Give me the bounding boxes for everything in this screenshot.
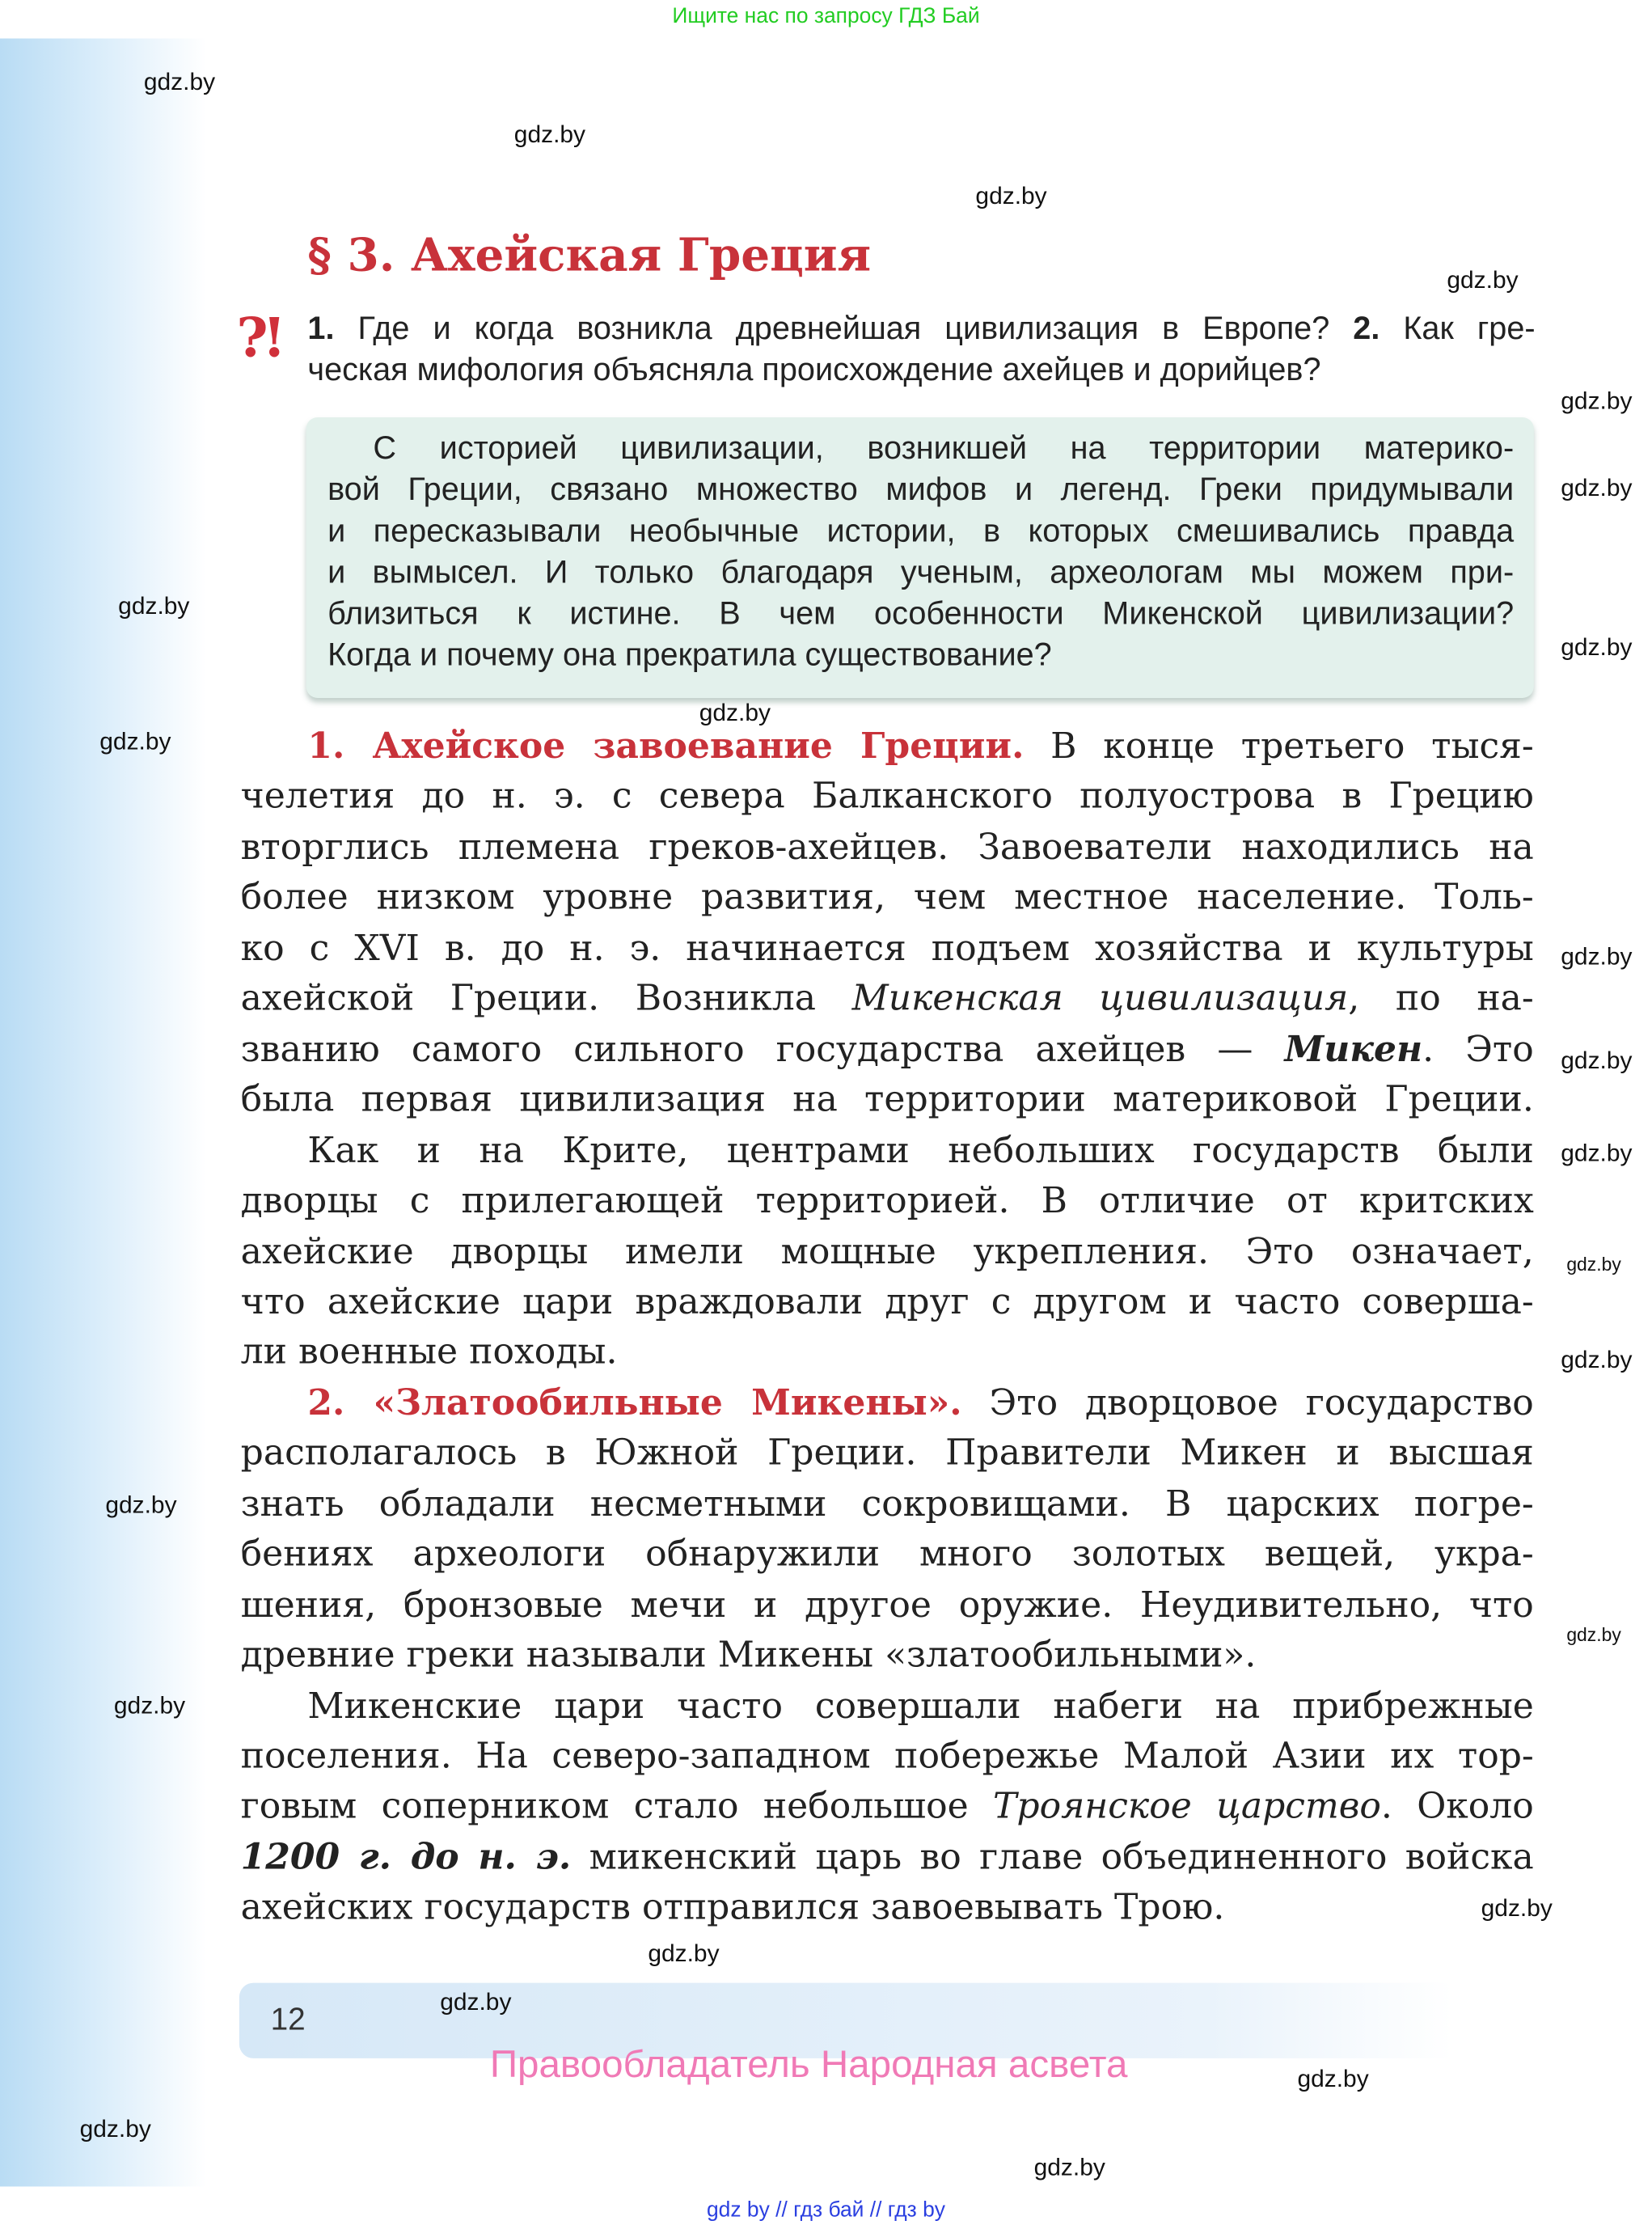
- text-run: Микенские цари часто совершали набеги на прибрежные: [307, 1684, 1534, 1726]
- text-run: Микенская цивилизация: [851, 977, 1349, 1019]
- text-run: Микен: [1284, 1028, 1423, 1070]
- intro-line: вой Греции, связано множество мифов и легенд. Греки придумывали: [327, 471, 1515, 507]
- text-run: Как и на Крите, центрами небольших государств были: [307, 1128, 1534, 1170]
- body-line: [241, 1634, 1534, 1675]
- text-run: Троянское царство: [993, 1785, 1381, 1827]
- watermark: gdz.by: [1481, 1894, 1553, 1922]
- intro-line: и пересказывали необычные истории, в которых смешивались правда: [327, 513, 1515, 549]
- watermark: gdz.by: [1561, 387, 1633, 415]
- watermark: gdz.by: [1297, 2065, 1369, 2093]
- text-run: 2.: [1353, 310, 1380, 346]
- section-heading: 2. «Златообильные Микены».: [307, 1381, 962, 1423]
- body-line: [241, 1836, 1534, 1877]
- watermark: gdz.by: [99, 727, 171, 755]
- text-run: Где и когда возникла древнейшая цивилизация в Европе?: [334, 310, 1354, 346]
- watermark: gdz.by: [1566, 1623, 1621, 1646]
- text-run: что ахейские цари враждовали друг с другом и часто соверша-: [240, 1280, 1534, 1322]
- text-run: 1200 г. до н. э.: [240, 1835, 572, 1878]
- text-run: более низком уровне развития, чем местное население. Толь-: [240, 876, 1534, 918]
- text-run: ко с XVI в. до н. э. начинается подъем хозяйства и культуры: [240, 927, 1534, 969]
- body-line: [241, 1584, 1534, 1625]
- left-margin-gradient: [0, 39, 206, 2187]
- watermark: gdz.by: [79, 2115, 151, 2143]
- body-line: [241, 776, 1534, 817]
- watermark: gdz.by: [440, 1988, 512, 2016]
- body-line: [241, 1331, 1534, 1373]
- watermark: gdz.by: [1561, 1047, 1633, 1074]
- body-line: [241, 1078, 1534, 1119]
- watermark: gdz.by: [975, 182, 1047, 209]
- text-run: . Около: [1380, 1785, 1534, 1827]
- body-line: [241, 1886, 1534, 1927]
- body-line: [241, 978, 1534, 1019]
- body-line: [307, 1129, 1533, 1170]
- question-icon: ?!: [236, 304, 281, 370]
- body-line: [307, 1381, 1533, 1423]
- body-line: [241, 1533, 1534, 1574]
- watermark: gdz.by: [1566, 1253, 1621, 1275]
- text-run: вторглись племена греков-ахейцев. Завоеватели находились на: [240, 826, 1534, 868]
- watermark: gdz.by: [1561, 942, 1633, 971]
- watermark: gdz.by: [1561, 474, 1633, 501]
- intro-line: и вымысел. И только благодаря ученым, археологам мы можем при-: [327, 554, 1515, 590]
- text-run: званию самого сильного государства ахейцев —: [240, 1028, 1285, 1070]
- text-run: шения, бронзовые мечи и другое оружие. Неудивительно, что: [240, 1583, 1534, 1625]
- top-banner: Ищите нас по запросу ГДЗ Бай: [672, 4, 980, 29]
- watermark: gdz.by: [1561, 633, 1633, 662]
- watermark: gdz.by: [513, 121, 586, 149]
- watermark: gdz.by: [648, 1939, 720, 1968]
- watermark: gdz.by: [699, 699, 771, 727]
- body-line: [241, 1483, 1534, 1524]
- body-line: [241, 1028, 1534, 1069]
- section-heading: 1. Ахейское завоевание Греции.: [307, 725, 1025, 767]
- watermark: gdz.by: [118, 592, 190, 620]
- body-line: [241, 1179, 1534, 1220]
- text-run: знать обладали несметными сокровищами. В царских погре-: [240, 1482, 1534, 1525]
- text-run: ахейские дворцы имели мощные укрепления. Это означает,: [240, 1229, 1534, 1271]
- body-line: [307, 725, 1533, 766]
- text-run: Это дворцовое государство: [961, 1381, 1534, 1423]
- question-line: [307, 352, 1535, 389]
- body-line: [241, 826, 1534, 867]
- watermark: gdz.by: [1561, 1139, 1633, 1167]
- text-run: ахейских государств отправился завоевывать Трою.: [240, 1886, 1225, 1928]
- body-line: [241, 927, 1534, 968]
- text-run: , по на-: [1348, 977, 1534, 1019]
- text-run: . Это: [1422, 1028, 1534, 1070]
- body-line: [241, 1280, 1534, 1322]
- watermark: gdz.by: [113, 1692, 186, 1720]
- text-run: древние греки называли Микены «златообильными».: [240, 1634, 1257, 1676]
- text-run: была первая цивилизация на территории материковой Греции.: [240, 1078, 1534, 1120]
- text-run: поселения. На северо-западном побережье Малой Азии их тор-: [240, 1735, 1534, 1777]
- body-line: [307, 1685, 1533, 1726]
- body-line: [241, 1230, 1534, 1271]
- watermark: gdz.by: [1561, 1346, 1633, 1373]
- text-run: ахейской Греции. Возникла: [240, 977, 852, 1019]
- text-run: говым соперником стало небольшое: [240, 1785, 994, 1827]
- body-line: [241, 1432, 1534, 1474]
- intro-line: С историей цивилизации, возникшей на территории материко-: [373, 429, 1515, 466]
- rights-holder-note: Правообладатель Народная асвета: [489, 2042, 1128, 2086]
- watermark: gdz.by: [1447, 266, 1519, 294]
- watermark: gdz.by: [1033, 2153, 1105, 2181]
- page-title: § 3. Ахейская Греция: [307, 227, 872, 282]
- body-line: [241, 1735, 1534, 1776]
- bottom-links[interactable]: gdz by // гдз бай // гдз by: [706, 2198, 946, 2223]
- page-number: 12: [270, 2001, 306, 2037]
- watermark: gdz.by: [105, 1491, 177, 1519]
- intro-line: Когда и почему она прекратила существование?: [327, 637, 1052, 673]
- text-run: В конце третьего тыся-: [1024, 725, 1534, 767]
- intro-line: близиться к истине. В чем особенности Микенской цивилизации?: [327, 595, 1515, 632]
- text-run: ли военные походы.: [240, 1330, 618, 1373]
- text-run: бениях археологи обнаружили много золотых вещей, укра-: [240, 1533, 1534, 1575]
- text-run: 1.: [307, 310, 335, 346]
- text-run: дворцы с прилегающей территорией. В отличие от критских: [240, 1179, 1534, 1221]
- body-line: [241, 1786, 1534, 1827]
- text-run: микенский царь во главе объединенного войска: [571, 1835, 1534, 1878]
- body-line: [241, 877, 1534, 918]
- text-run: ческая мифология объясняла происхождение ахейцев и дорийцев?: [307, 352, 1321, 388]
- text-run: Как гре-: [1379, 310, 1536, 346]
- text-run: располагалось в Южной Греции. Правители Микен и высшая: [240, 1432, 1534, 1474]
- watermark: gdz.by: [143, 68, 216, 96]
- text-run: челетия до н. э. с севера Балканского полуострова в Грецию: [240, 775, 1534, 817]
- question-line: [307, 311, 1535, 348]
